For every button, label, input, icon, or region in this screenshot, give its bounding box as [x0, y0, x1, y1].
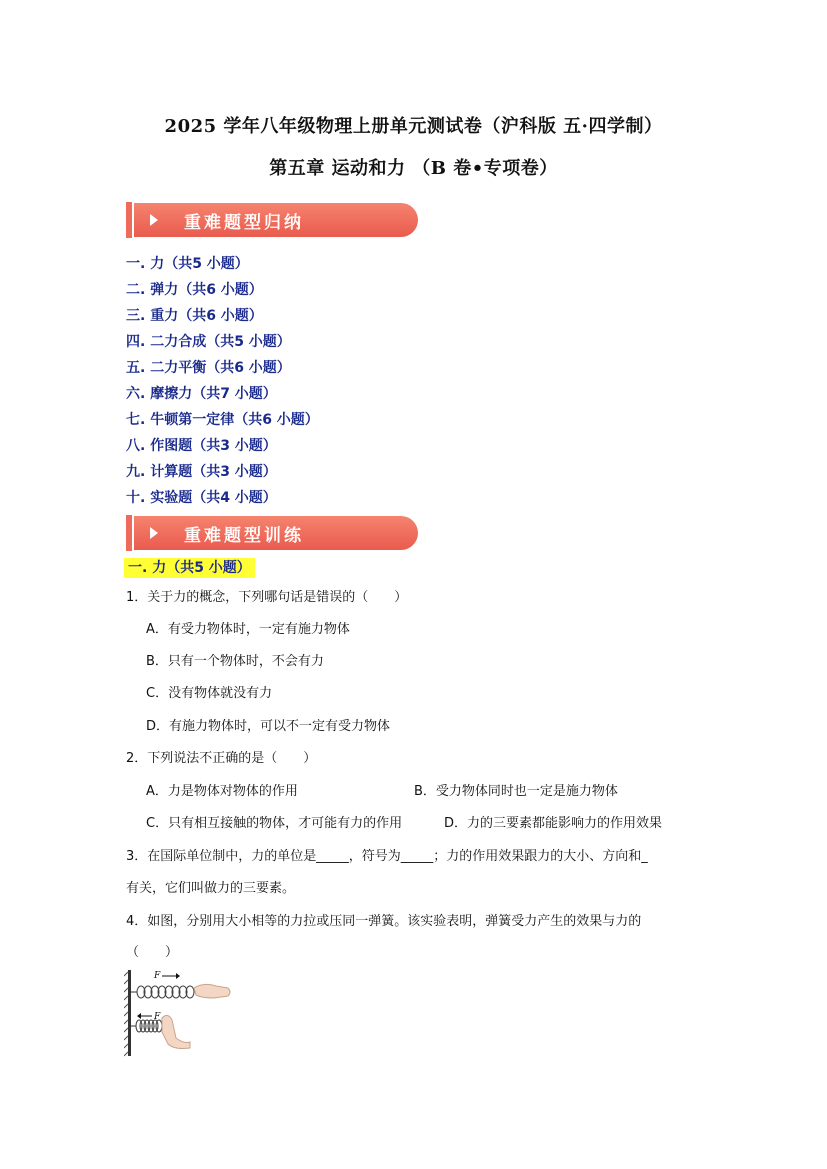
question-2-stem: 2．下列说法不正确的是（ ）	[126, 751, 317, 766]
spring-figure	[124, 968, 236, 1058]
training-banner	[126, 515, 418, 551]
topic-item: 五. 二力平衡（共6 小题）	[126, 360, 291, 376]
force-label-bottom: F	[154, 1012, 161, 1022]
topic-item: 四. 二力合成（共5 小题）	[126, 334, 291, 350]
section-heading-force: 一. 力（共5 小题）	[124, 558, 255, 578]
banner-pill	[134, 203, 418, 237]
question-1-option-d: D．有施力物体时，可以不一定有受力物体	[146, 719, 391, 734]
question-3-line-1: 3．在国际单位制中，力的单位是_____，符号为_____；力的作用效果跟力的大小、方向和_	[126, 849, 648, 864]
topic-list	[126, 256, 319, 516]
force-label-top: F	[154, 971, 161, 981]
topic-item: 一. 力（共5 小题）	[126, 256, 249, 272]
topic-item: 九. 计算题（共3 小题）	[126, 464, 277, 480]
question-4-line-1: 4．如图，分别用大小相等的力拉或压同一弹簧。该实验表明，弹簧受力产生的效果与力的	[126, 914, 642, 929]
topic-item: 三. 重力（共6 小题）	[126, 308, 263, 324]
topic-item: 十. 实验题（共4 小题）	[126, 490, 277, 506]
topic-item: 七. 牛顿第一定律（共6 小题）	[126, 412, 319, 428]
summary-banner	[126, 202, 418, 238]
banner-accent-bar	[126, 202, 132, 238]
chevron-right-icon	[150, 527, 158, 539]
question-2-option-b: B．受力物体同时也一定是施力物体	[414, 784, 618, 799]
topic-item: 二. 弹力（共6 小题）	[126, 282, 263, 298]
topic-item: 六. 摩擦力（共7 小题）	[126, 386, 277, 402]
exam-title: 2025 学年八年级物理上册单元测试卷（沪科版 五·四学制）	[164, 116, 663, 137]
question-1-option-a: A．有受力物体时，一定有施力物体	[146, 622, 350, 637]
banner-label: 重难题型训练	[184, 525, 304, 546]
chapter-title: 第五章 运动和力 （B 卷•专项卷）	[269, 158, 558, 179]
question-3-line-2: 有关，它们叫做力的三要素。	[126, 881, 296, 896]
question-2-option-d: D．力的三要素都能影响力的作用效果	[444, 816, 663, 831]
question-2-option-a: A．力是物体对物体的作用	[146, 784, 298, 799]
question-2-option-c: C．只有相互接触的物体，才可能有力的作用	[146, 816, 403, 831]
banner-label: 重难题型归纳	[184, 212, 304, 233]
banner-pill	[134, 516, 418, 550]
banner-accent-bar	[126, 515, 132, 551]
spring-illustration	[124, 968, 236, 1058]
topic-item: 八. 作图题（共3 小题）	[126, 438, 277, 454]
question-4-line-2: （ ）	[126, 945, 179, 960]
chevron-right-icon	[150, 214, 158, 226]
question-1-option-c: C．没有物体就没有力	[146, 686, 273, 701]
question-1-option-b: B．只有一个物体时，不会有力	[146, 654, 324, 669]
question-1-stem: 1．关于力的概念，下列哪句话是错误的（ ）	[126, 590, 408, 605]
